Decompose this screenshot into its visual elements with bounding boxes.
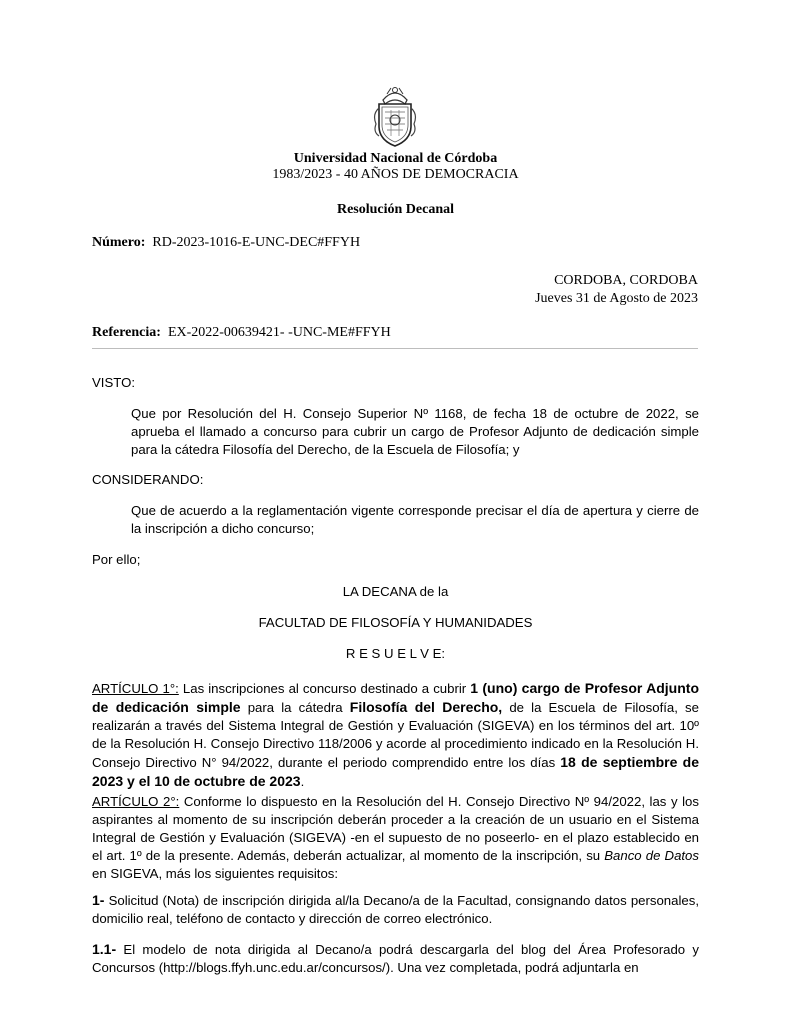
article-2 xyxy=(92,793,699,883)
university-crest-icon xyxy=(369,84,421,150)
article-2-text-2: en SIGEVA, más los siguientes requisitos: xyxy=(92,866,339,881)
requirement-1-1-label: 1.1- xyxy=(92,941,117,957)
considerando-label: CONSIDERANDO: xyxy=(92,472,204,487)
resolution-number xyxy=(92,235,360,251)
document-type: Resolución Decanal xyxy=(336,202,455,217)
place-date xyxy=(535,272,698,308)
article-1-bold-3: 18 de septiembre de 2023 y el 10 de octubre de 2023 xyxy=(92,754,699,789)
por-ello: Por ello; xyxy=(92,552,141,567)
resuelve-line: R E S U E L V E: xyxy=(345,646,446,661)
article-2-label: ARTÍCULO 2°: xyxy=(92,794,180,809)
reference-label: Referencia: xyxy=(92,325,161,340)
article-1-text-3: de la Escuela de Filosofía, se realizarán a través del Sistema Integral de Gestión y Evaluación (SIGEVA) en los términos del art. 10º de la Resolución H. Consejo Directivo 118/2006 y acorde al procedimiento indicado en la Resolución H. Consejo Directivo N° 94/2022, durante el periodo comprendido entre los días xyxy=(92,700,699,770)
article-2-text-1: Conforme lo dispuesto en la Resolución del H. Consejo Directivo Nº 94/2022, las y los aspirantes al momento de su inscripción deberán proceder a la creación de un usuario en el Sistema Integral de Gestión y Evaluación (SIGEVA) -en el supuesto de no poseerlo- en el plazo establecido en el art. 1º de la presente. Además, deberán actualizar, al momento de la inscripción, su xyxy=(92,794,699,863)
article-1-bold-1: 1 (uno) cargo de Profesor Adjunto de dedicación simple xyxy=(92,680,699,715)
requirement-1-label: 1- xyxy=(92,892,105,908)
university-header xyxy=(0,151,791,183)
reference-value: EX-2022-00639421- -UNC-ME#FFYH xyxy=(167,325,391,340)
date: Jueves 31 de Agosto de 2023 xyxy=(535,291,698,306)
considerando-text: Que de acuerdo a la reglamentación vigente corresponde precisar el día de apertura y cierre de la inscripción a dicho concurso; xyxy=(131,503,699,536)
visto-text: Que por Resolución del H. Consejo Superior Nº 1168, de fecha 18 de octubre de 2022, se aprueba el llamado a concurso para cubrir un cargo de Profesor Adjunto de dedicación simple para la cátedra Filosofía del Derecho, de la Escuela de Filosofía; y xyxy=(131,406,699,457)
place: CORDOBA, CORDOBA xyxy=(554,273,698,288)
requirement-1-1 xyxy=(92,940,699,977)
header-divider xyxy=(92,348,698,349)
requirement-1-1-text: El modelo de nota dirigida al Decano/a podrá descargarla del blog del Área Profesorado y Concursos (http://blogs.ffyh.unc.edu.ar/concursos/). Una vez completada, podrá adjuntarla en xyxy=(92,942,699,975)
visto-label: VISTO: xyxy=(92,375,135,390)
number-label: Número: xyxy=(92,235,146,250)
article-2-italic: Banco de Datos xyxy=(604,848,699,863)
requirement-1 xyxy=(92,891,699,928)
university-motto: 1983/2023 - 40 AÑOS DE DEMOCRACIA xyxy=(272,167,519,182)
article-1-bold-2: Filosofía del Derecho, xyxy=(349,699,503,715)
article-1-text-2: para la cátedra xyxy=(240,700,350,715)
decana-line: LA DECANA de la xyxy=(342,584,449,599)
article-1-text-1: Las inscripciones al concurso destinado a cubrir xyxy=(178,681,471,696)
number-value: RD-2023-1016-E-UNC-DEC#FFYH xyxy=(152,235,361,250)
article-1-text-4: . xyxy=(300,774,305,789)
article-1 xyxy=(92,679,699,791)
reference xyxy=(92,325,391,341)
facultad-line: FACULTAD DE FILOSOFÍA Y HUMANIDADES xyxy=(258,615,533,630)
requirement-1-text: Solicitud (Nota) de inscripción dirigida al/la Decano/a de la Facultad, consignando datos personales, domicilio real, teléfono de contacto y dirección de correo electrónico. xyxy=(92,893,699,926)
article-1-label: ARTÍCULO 1°: xyxy=(92,681,179,696)
university-name: Universidad Nacional de Córdoba xyxy=(293,151,498,166)
